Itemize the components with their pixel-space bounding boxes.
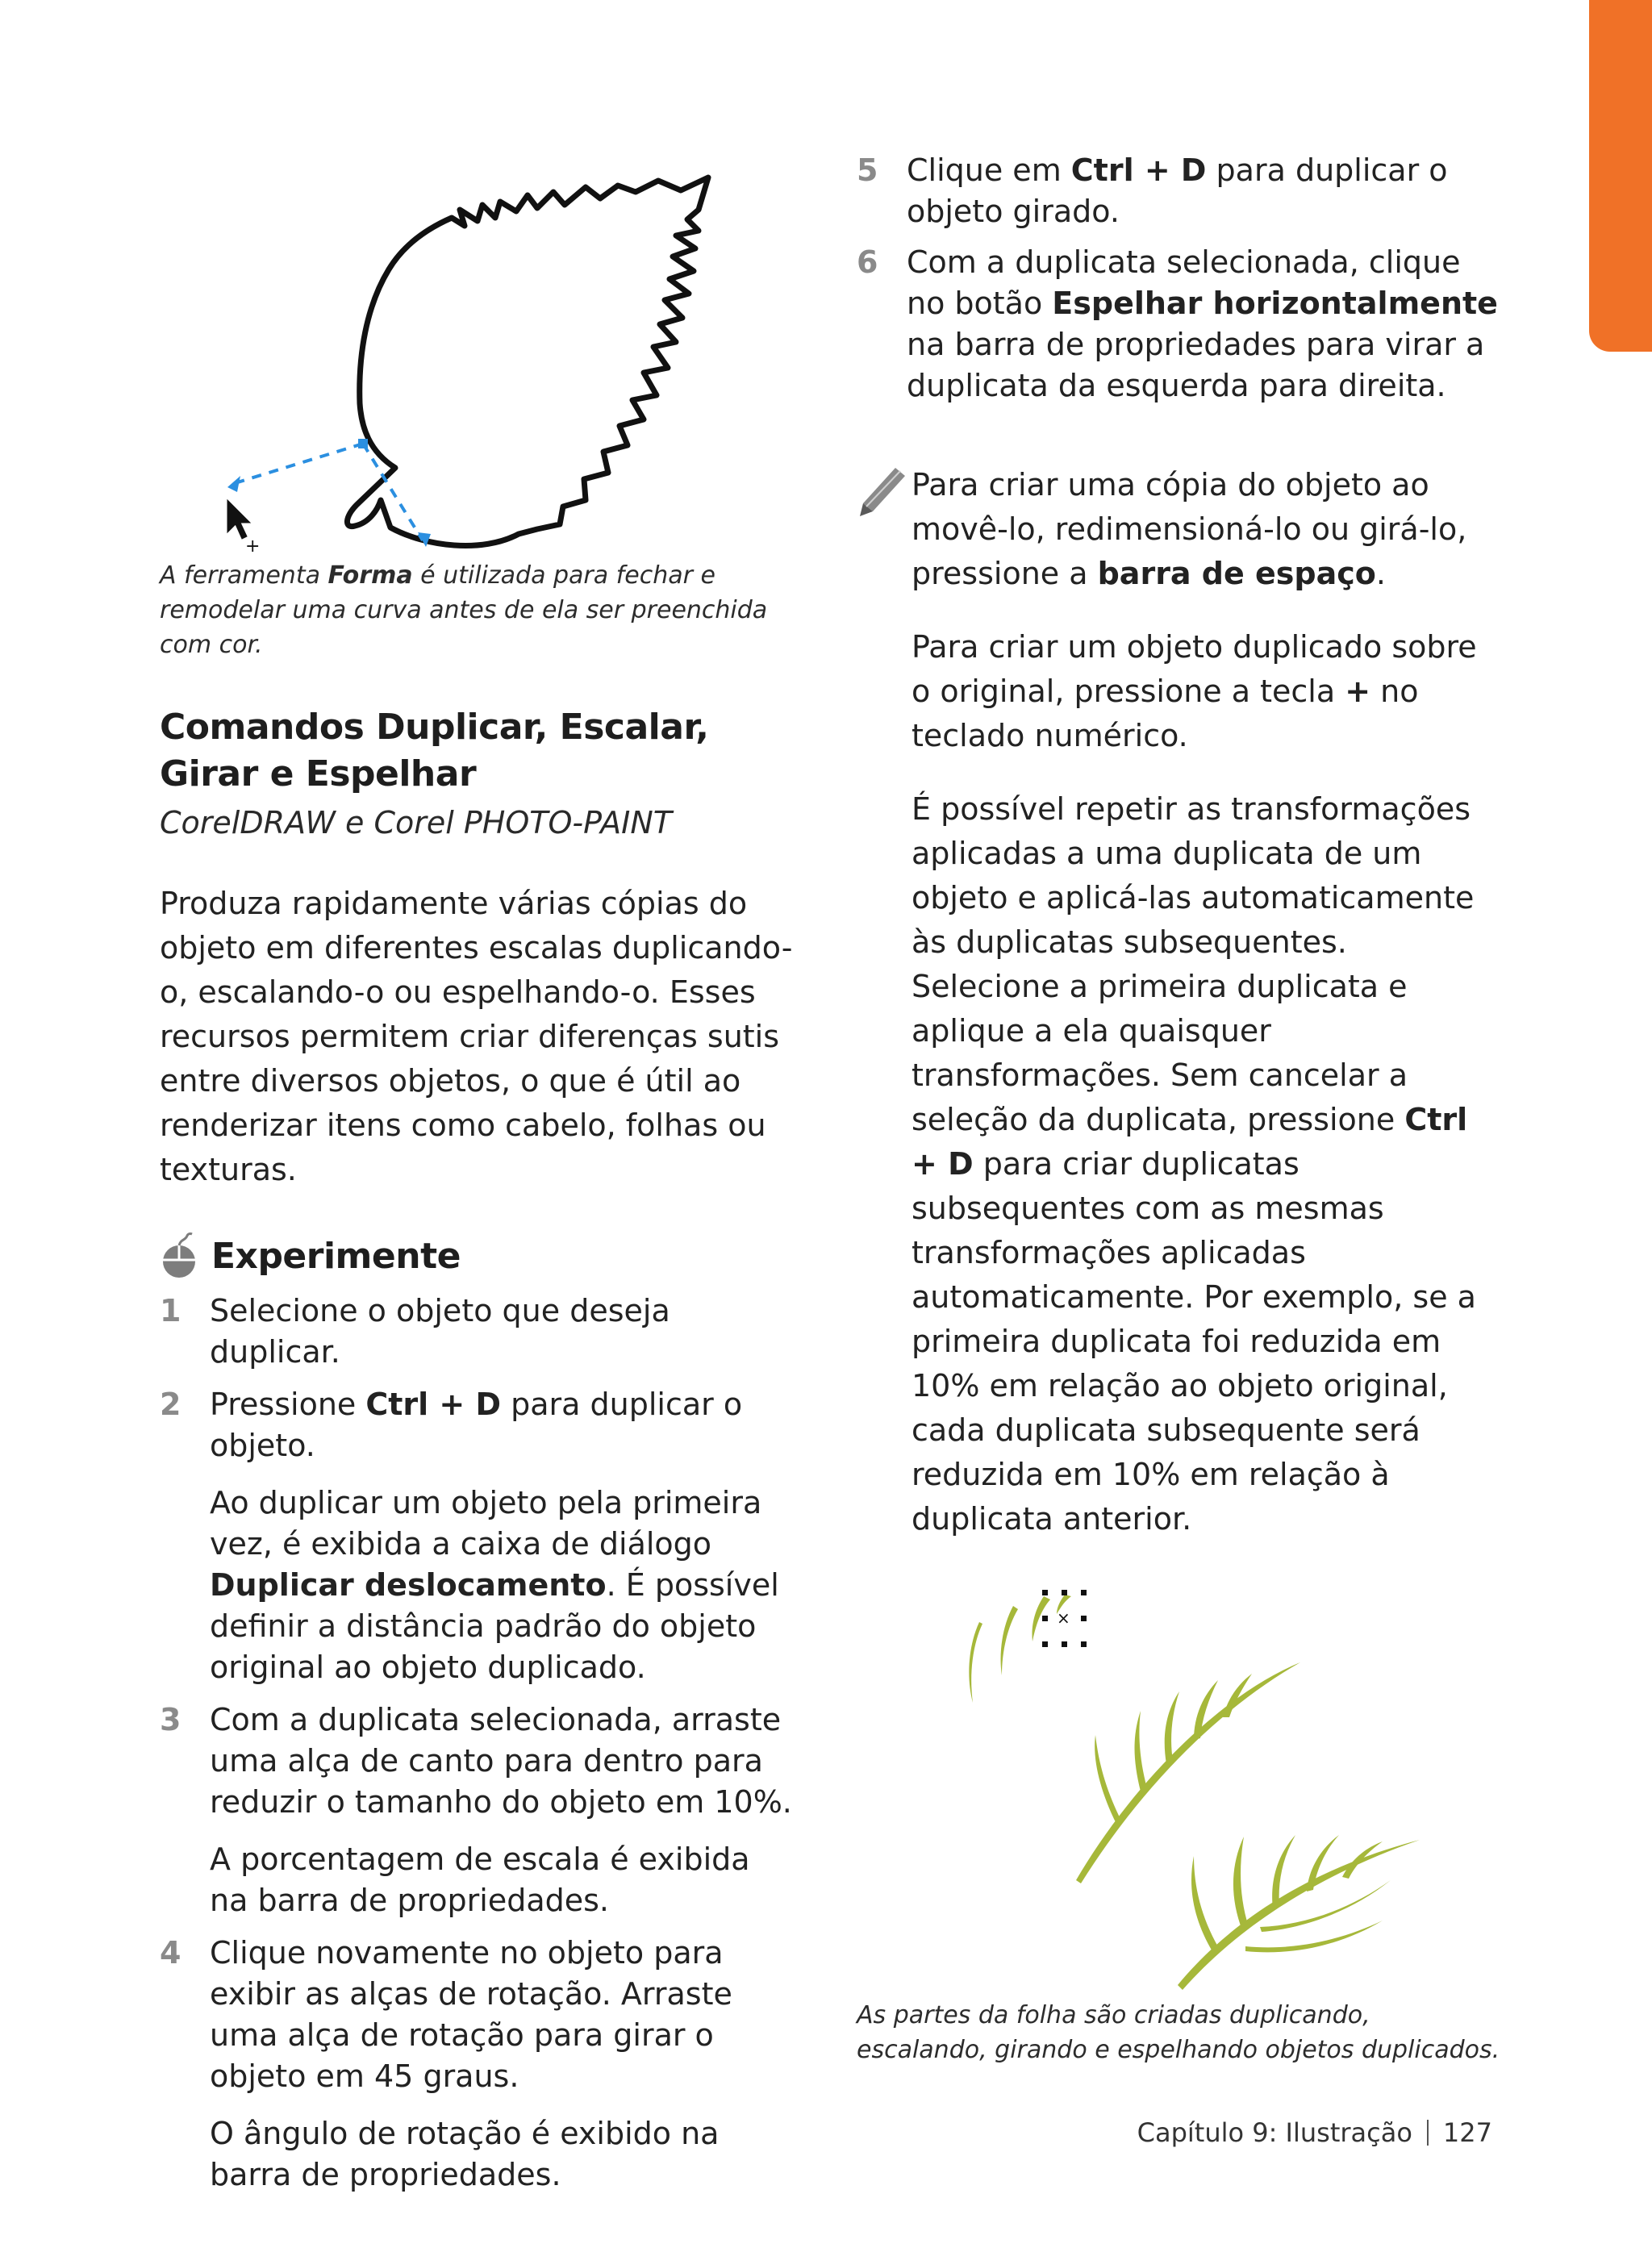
figure-caption-leaf-parts: As partes da folha são criadas duplicando, escalando, girando e espelhando objetos duplicados. (857, 2001, 1500, 2064)
step-text-part: Pressione (210, 1387, 366, 1422)
section-subheading: CorelDRAW e Corel PHOTO-PAINT (160, 805, 672, 840)
experiment-header (160, 1232, 797, 1279)
step-note: A porcentagem de escala é exibida na barra de propriedades. (210, 1841, 750, 1918)
leaf-outline-figure (216, 161, 853, 597)
step-text (907, 150, 1502, 232)
tip-text-part: para criar duplicatas subsequentes com as mesmas transformações aplicadas automaticamente. Por exemplo, se a primeira duplicata foi reduzida em 10% em relação ao objeto original, cada duplicata subsequente será reduzida em 10% em relação à duplicata anterior. (912, 1146, 1476, 1537)
footer-divider (1427, 2120, 1429, 2146)
tip-block (857, 787, 1502, 1541)
step-item (160, 1291, 797, 1373)
step-note (210, 1483, 797, 1688)
tip-text-part: É possível repetir as transformações aplicadas a uma duplicata de um objeto e aplicá-las automaticamente às duplicatas subsequentes. Selecione a primeira duplicata e aplique a ela quaisquer transformações. Sem cancelar a seleção da duplicata, pressione (912, 791, 1475, 1137)
key-name: barra de espaço (1097, 556, 1376, 591)
cursor-icon (227, 500, 260, 557)
step-text: Com a duplicata selecionada, arraste uma alça de canto para dentro para reduzir o tamanho do objeto em 10%. (210, 1702, 792, 1820)
step-item (160, 1933, 797, 2097)
tip-text-part: . (1375, 556, 1386, 591)
svg-text:×: × (1057, 1608, 1070, 1628)
intro-paragraph: Produza rapidamente várias cópias do objeto em diferentes escalas duplicando-o, escalando-o ou espelhando-o. Esses recursos permitem criar diferenças sutis entre diversos objetos, o que é útil ao renderizar itens como cabelo, folhas ou texturas. (160, 886, 793, 1187)
tip-text-part: no teclado numérico. (912, 674, 1419, 753)
pencil-icon (857, 463, 912, 519)
step-number: 5 (857, 152, 878, 188)
step-number: 6 (857, 244, 878, 280)
step-item (160, 1700, 797, 1823)
tip-block (857, 625, 1502, 758)
step-text-part: na barra de propriedades para virar a duplicata da esquerda para direita. (907, 327, 1485, 403)
caption-text: é utilizada para fechar e remodelar uma curva antes de ela ser preenchida com cor. (160, 561, 768, 659)
key-name: + (1345, 674, 1371, 709)
chapter-title: Capítulo 9: Ilustração (1137, 2117, 1412, 2148)
step-text (907, 242, 1502, 407)
step-number: 2 (160, 1387, 181, 1422)
step-text: Selecione o objeto que deseja duplicar. (210, 1293, 670, 1370)
leaf-parts-figure (923, 1574, 1455, 2025)
note-text: . É possível definir a distância padrão do objeto original ao objeto duplicado. (210, 1567, 779, 1685)
tip-text (912, 625, 1502, 758)
dialog-name: Duplicar deslocamento (210, 1567, 607, 1603)
step-item (160, 1384, 797, 1466)
tip-text (912, 787, 1502, 1541)
tip-text (912, 463, 1502, 596)
step-item (857, 242, 1502, 407)
step-text (210, 1384, 797, 1466)
right-column (857, 145, 1502, 2067)
step-text: Clique novamente no objeto para exibir as alças de rotação. Arraste uma alça de rotação para girar o objeto em 45 graus. (210, 1935, 732, 2094)
note-text: Ao duplicar um objeto pela primeira vez, é exibida a caixa de diálogo (210, 1485, 762, 1562)
step-note: O ângulo de rotação é exibido na barra de propriedades. (210, 2116, 720, 2192)
page-number: 127 (1442, 2117, 1492, 2148)
caption-text: A ferramenta (160, 561, 328, 590)
step-text-part: para duplicar o objeto. (210, 1387, 743, 1463)
step-text-part: Com a duplicata selecionada, clique no botão (907, 244, 1461, 321)
step-item (857, 150, 1502, 232)
shortcut-key: Ctrl + D (365, 1387, 502, 1422)
left-column (160, 145, 797, 2196)
button-name: Espelhar horizontalmente (1052, 286, 1498, 321)
experiment-title: Experimente (211, 1236, 461, 1277)
tip-text-part: Para criar um objeto duplicado sobre o original, pressione a tecla (912, 629, 1477, 709)
page-footer (1137, 2117, 1492, 2148)
step-number: 1 (160, 1293, 181, 1328)
step-number: 4 (160, 1935, 181, 1971)
svg-text:+: + (245, 536, 261, 557)
step-text-part: para duplicar o objeto girado. (907, 152, 1448, 229)
tip-text-part: Para criar uma cópia do objeto ao movê-lo, redimensioná-lo ou girá-lo, pressione a (912, 467, 1467, 591)
shortcut-key: Ctrl + D (912, 1102, 1468, 1182)
step-text-part: Clique em (907, 152, 1071, 188)
step-number: 3 (160, 1702, 181, 1737)
section-heading: Comandos Duplicar, Escalar, Girar e Espelhar (160, 707, 709, 795)
chapter-tab (1589, 0, 1652, 352)
caption-bold: Forma (327, 561, 413, 590)
mouse-icon (160, 1232, 202, 1279)
tip-block (857, 463, 1502, 596)
shortcut-key: Ctrl + D (1070, 152, 1207, 188)
figure-caption-shape-tool (160, 558, 797, 662)
